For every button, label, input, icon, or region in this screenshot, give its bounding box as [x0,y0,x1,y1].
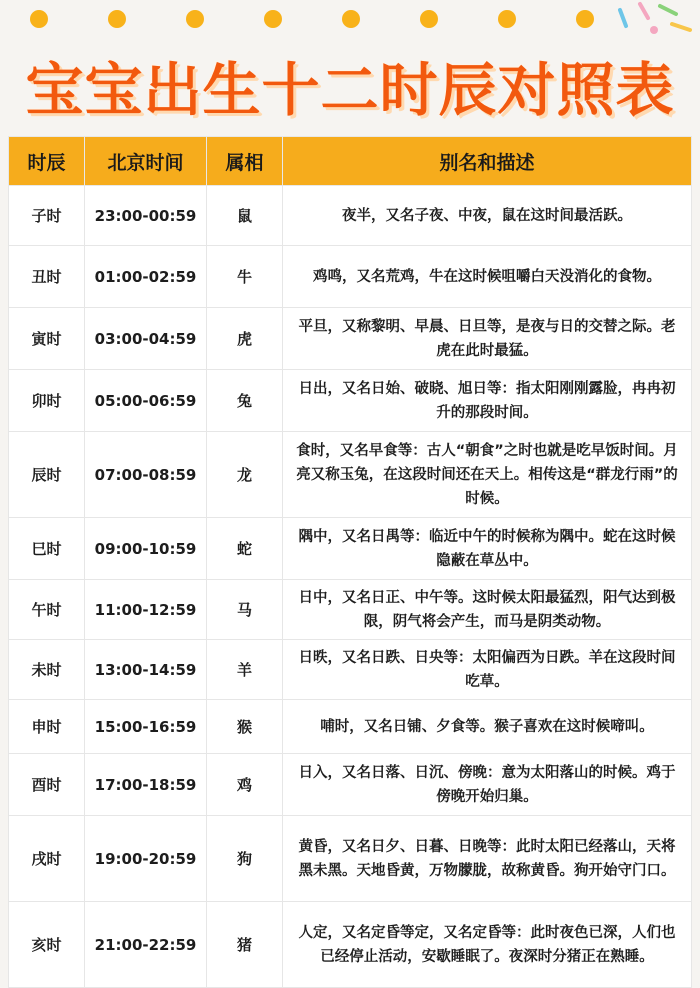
time-cell: 13:00-14:59 [85,640,207,700]
shichen-cell: 申时 [9,700,85,754]
time-cell: 23:00-00:59 [85,186,207,246]
table-row [9,816,692,902]
table-row [9,518,692,580]
dot-icon [108,10,126,28]
table-row [9,754,692,816]
description-cell: 食时，又名早食等：古人“朝食”之时也就是吃早饭时间。月亮又称玉兔，在这段时间还在天上。相传这是“群龙行雨”的时候。 [283,432,692,518]
shichen-cell: 戌时 [9,816,85,902]
shichen-cell: 未时 [9,640,85,700]
time-cell: 01:00-02:59 [85,246,207,308]
description-cell: 日入，又名日落、日沉、傍晚：意为太阳落山的时候。鸡于傍晚开始归巢。 [283,754,692,816]
dot-icon [342,10,360,28]
zodiac-cell: 兔 [207,370,283,432]
dot-icon [420,10,438,28]
description-cell: 日出，又名日始、破晓、旭日等：指太阳刚刚露脸，冉冉初升的那段时间。 [283,370,692,432]
header-zodiac: 属相 [207,137,283,186]
zodiac-cell: 猪 [207,902,283,988]
shichen-cell: 午时 [9,580,85,640]
time-cell: 11:00-12:59 [85,580,207,640]
shichen-cell: 酉时 [9,754,85,816]
dot-icon [576,10,594,28]
header-beijing-time: 北京时间 [85,137,207,186]
table-row [9,370,692,432]
shichen-cell: 巳时 [9,518,85,580]
description-cell: 黄昏，又名日夕、日暮、日晚等：此时太阳已经落山，天将黑未黑。天地昏黄，万物朦胧，故称黄昏。狗开始守门口。 [283,816,692,902]
shichen-cell: 寅时 [9,308,85,370]
time-cell: 05:00-06:59 [85,370,207,432]
table-header-row [9,137,692,186]
dot-icon [264,10,282,28]
description-cell: 平旦，又称黎明、早晨、日旦等，是夜与日的交替之际。老虎在此时最猛。 [283,308,692,370]
header-shichen: 时辰 [9,137,85,186]
decorative-dots [0,10,700,34]
shichen-cell: 卯时 [9,370,85,432]
page-title: 宝宝出生十二时辰对照表 [25,56,675,124]
zodiac-cell: 羊 [207,640,283,700]
zodiac-cell: 牛 [207,246,283,308]
dot-icon [498,10,516,28]
description-cell: 哺时，又名日铺、夕食等。猴子喜欢在这时候啼叫。 [283,700,692,754]
zodiac-cell: 鸡 [207,754,283,816]
time-cell: 17:00-18:59 [85,754,207,816]
confetti-decoration-icon [610,0,700,50]
shichen-cell: 子时 [9,186,85,246]
zodiac-cell: 鼠 [207,186,283,246]
table-row [9,308,692,370]
description-cell: 夜半，又名子夜、中夜，鼠在这时间最活跃。 [283,186,692,246]
dot-icon [186,10,204,28]
dot-icon [30,10,48,28]
zodiac-cell: 马 [207,580,283,640]
zodiac-cell: 蛇 [207,518,283,580]
table-row [9,580,692,640]
description-cell: 隅中，又名日禺等：临近中午的时候称为隅中。蛇在这时候隐蔽在草丛中。 [283,518,692,580]
shichen-table [8,136,692,988]
zodiac-cell: 龙 [207,432,283,518]
shichen-cell: 丑时 [9,246,85,308]
zodiac-cell: 狗 [207,816,283,902]
table-row [9,246,692,308]
description-cell: 人定，又名定昏等定，又名定昏等：此时夜色已深，人们也已经停止活动，安歇睡眠了。夜深时分猪正在熟睡。 [283,902,692,988]
table-row [9,700,692,754]
header-alias-description: 别名和描述 [283,137,692,186]
table-row [9,432,692,518]
time-cell: 15:00-16:59 [85,700,207,754]
description-cell: 鸡鸣，又名荒鸡，牛在这时候咀嚼白天没消化的食物。 [283,246,692,308]
zodiac-cell: 虎 [207,308,283,370]
shichen-cell: 辰时 [9,432,85,518]
time-cell: 21:00-22:59 [85,902,207,988]
description-cell: 日昳，又名日跌、日央等：太阳偏西为日跌。羊在这段时间吃草。 [283,640,692,700]
table-row [9,902,692,988]
description-cell: 日中，又名日正、中午等。这时候太阳最猛烈，阳气达到极限，阴气将会产生，而马是阴类动物。 [283,580,692,640]
table-row [9,186,692,246]
time-cell: 07:00-08:59 [85,432,207,518]
table-row [9,640,692,700]
time-cell: 03:00-04:59 [85,308,207,370]
shichen-cell: 亥时 [9,902,85,988]
zodiac-cell: 猴 [207,700,283,754]
time-cell: 19:00-20:59 [85,816,207,902]
time-cell: 09:00-10:59 [85,518,207,580]
